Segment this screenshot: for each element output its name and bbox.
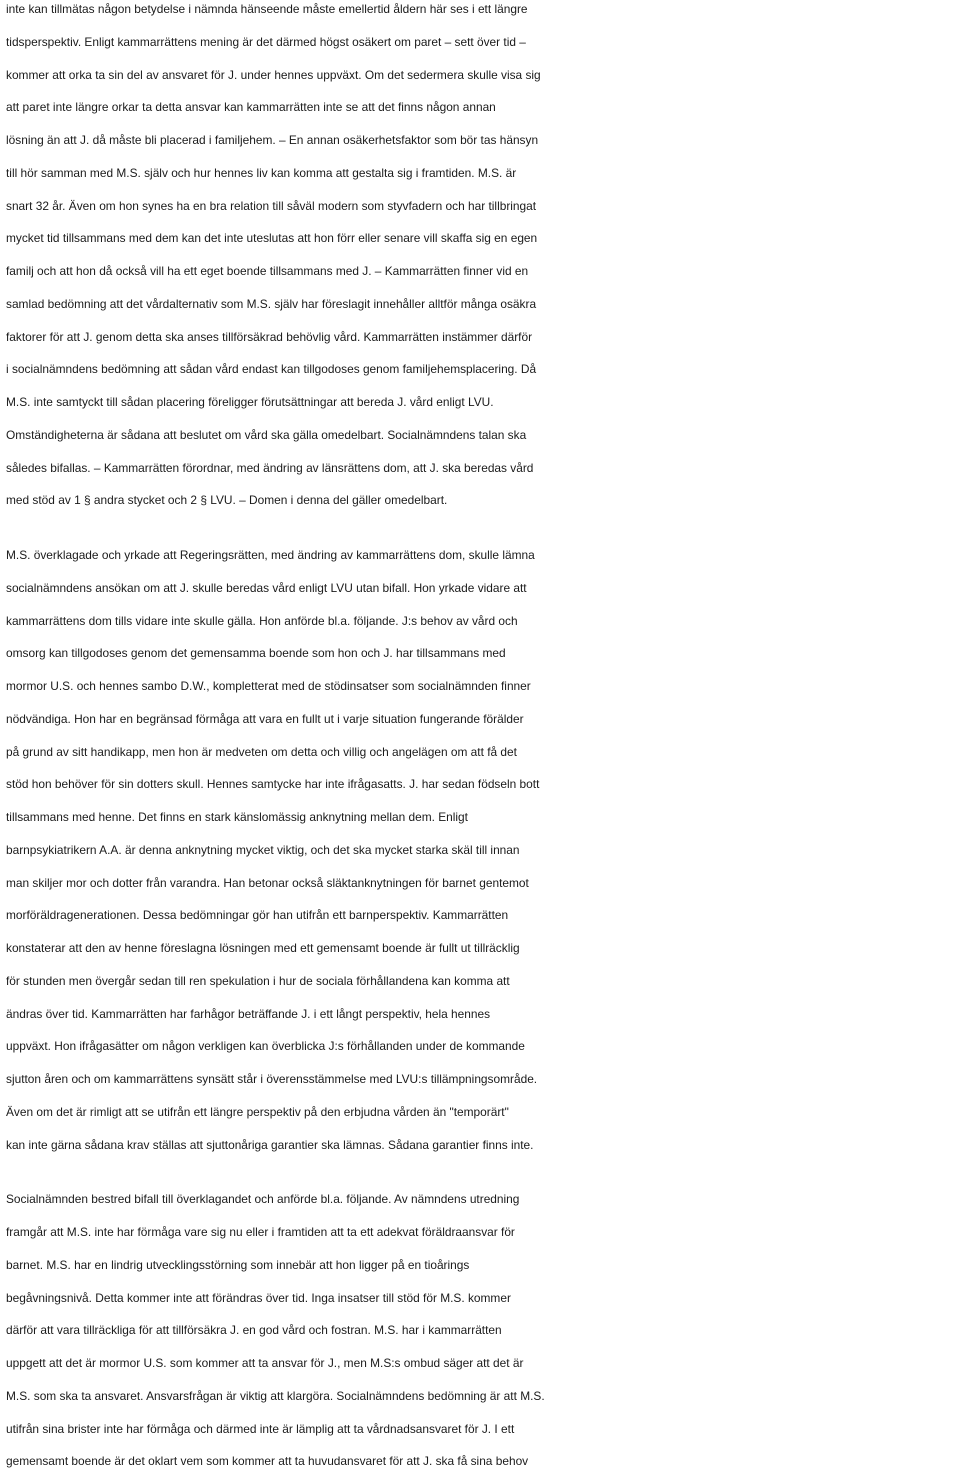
text-line: ändras över tid. Kammarrätten har farhågor beträffande J. i ett långt perspektiv, hela hennes <box>6 1006 491 1021</box>
text-line: för stunden men övergår sedan till ren spekulation i hur de sociala förhållandena kan komma att <box>6 973 510 988</box>
text-line: lösning än att J. då måste bli placerad i familjehem. – En annan osäkerhetsfaktor som bör tas hänsyn <box>6 133 539 147</box>
text-line: Socialnämnden bestred bifall till överklagandet och anförde bl.a. följande. Av nämndens utredning <box>6 1192 520 1207</box>
paragraph <box>6 539 958 1161</box>
paragraph <box>6 0 958 517</box>
text-line: familj och att hon då också vill ha ett eget boende tillsammans med J. – Kammarrätten finner vid en <box>6 264 529 278</box>
text-line: M.S. som ska ta ansvaret. Ansvarsfrågan är viktig att klargöra. Socialnämndens bedömning är att M.S. <box>6 1388 545 1403</box>
text-line: socialnämndens ansökan om att J. skulle beredas vård enligt LVU utan bifall. Hon yrkade vidare att <box>6 580 527 595</box>
text-line: i socialnämndens bedömning att sådan vård endast kan tillgodoses genom familjehemsplacering. Då <box>6 362 537 377</box>
text-line: stöd hon behöver för sin dotters skull. Hennes samtycke har inte ifrågasatts. J. har sedan födseln bott <box>6 777 540 792</box>
text-line: faktorer för att J. genom detta ska anses tillförsäkrad behövlig vård. Kammarrätten instämmer därför <box>6 329 533 344</box>
text-line: inte kan tillmätas någon betydelse i nämnda hänseende måste emellertid åldern här ses i ett längre <box>6 2 528 16</box>
text-line: barnpsykiatrikern A.A. är denna anknytning mycket viktig, och det ska mycket starka skäl till innan <box>6 842 520 857</box>
text-line: på grund av sitt handikapp, men hon är medveten om detta och villig och angelägen om att få det <box>6 744 517 759</box>
text-line: kammarrättens dom tills vidare inte skulle gälla. Hon anförde bl.a. följande. J:s behov av vård och <box>6 613 518 628</box>
text-line: M.S. inte samtyckt till sådan placering föreligger förutsättningar att bereda J. vård enligt LVU. <box>6 395 494 409</box>
text-line: uppväxt. Hon ifrågasätter om någon verkligen kan överblicka J:s förhållanden under de kommande <box>6 1039 525 1054</box>
text-line: kommer att orka ta sin del av ansvaret för J. under hennes uppväxt. Om det sedermera skulle visa sig <box>6 67 541 82</box>
text-line: M.S. överklagade och yrkade att Regeringsrätten, med ändring av kammarrättens dom, skulle lämna <box>6 548 535 562</box>
text-line: därför att vara tillräckliga för att tillförsäkra J. en god vård och fostran. M.S. har i kammarrätten <box>6 1323 502 1338</box>
text-line: konstaterar att den av henne föreslagna lösningen med ett gemensamt boende är fullt ut tillräcklig <box>6 941 520 955</box>
text-line: gemensamt boende är det oklart vem som kommer att ta huvudansvaret för att J. ska få sina behov <box>6 1454 529 1469</box>
text-line: barnet. M.S. har en lindrig utvecklingsstörning som innebär att hon ligger på en tioårings <box>6 1257 470 1272</box>
text-line: nödvändiga. Hon har en begränsad förmåga att vara en fullt ut i varje situation fungerande förälder <box>6 711 524 726</box>
text-line: kan inte gärna sådana krav ställas att sjuttonåriga garantier ska lämnas. Sådana garantier finns inte. <box>6 1137 534 1152</box>
text-line: Även om det är rimligt att se utifrån ett längre perspektiv på den erbjudna vården än "temporärt" <box>6 1104 509 1119</box>
text-line: sjutton åren och om kammarrättens synsätt står i överensstämmelse med LVU:s tillämpningsområde. <box>6 1072 538 1086</box>
paragraph <box>6 1183 958 1478</box>
text-line: utifrån sina brister inte har förmåga och därmed inte är lämplig att ta vårdnadsansvaret för J. I ett <box>6 1421 515 1436</box>
text-line: med stöd av 1 § andra stycket och 2 § LVU. – Domen i denna del gäller omedelbart. <box>6 493 448 508</box>
text-line: samlad bedömning att det vårdalternativ som M.S. själv har föreslagit innehåller alltför många osäkra <box>6 296 537 311</box>
text-line: tidsperspektiv. Enligt kammarrättens mening är det därmed högst osäkert om paret – sett över tid – <box>6 34 526 49</box>
text-line: således bifallas. – Kammarrätten förordnar, med ändring av länsrättens dom, att J. ska beredas vård <box>6 460 534 475</box>
text-line: mormor U.S. och hennes sambo D.W., kompletterat med de stödinsatser som socialnämnden finner <box>6 679 531 693</box>
text-line: begåvningsnivå. Detta kommer inte att förändras över tid. Inga insatser till stöd för M.S. kommer <box>6 1290 511 1305</box>
text-line: mycket tid tillsammans med dem kan det inte uteslutas att hon förr eller senare vill skaffa sig en egen <box>6 231 538 246</box>
text-line: Omständigheterna är sådana att beslutet om vård ska gälla omedelbart. Socialnämndens talan ska <box>6 427 527 442</box>
text-line: att paret inte längre orkar ta detta ansvar kan kammarrätten inte se att det finns någon annan <box>6 100 496 115</box>
text-line: man skiljer mor och dotter från varandra. Han betonar också släktanknytningen för barnet gentemot <box>6 875 529 890</box>
text-line: snart 32 år. Även om hon synes ha en bra relation till såväl modern som styvfadern och har tillbringat <box>6 198 537 213</box>
text-line: framgår att M.S. inte har förmåga vare sig nu eller i framtiden att ta ett adekvat föräldraansvar för <box>6 1225 515 1239</box>
document-body <box>6 0 958 1478</box>
text-line: uppgett att det är mormor U.S. som kommer att ta ansvar för J., men M.S:s ombud säger att det är <box>6 1356 524 1370</box>
text-line: omsorg kan tillgodoses genom det gemensamma boende som hon och J. har tillsammans med <box>6 646 506 661</box>
text-line: till hör samman med M.S. själv och hur hennes liv kan komma att gestalta sig i framtiden. M.S. är <box>6 165 517 180</box>
text-line: tillsammans med henne. Det finns en stark känslomässig anknytning mellan dem. Enligt <box>6 810 468 824</box>
text-line: morföräldragenerationen. Dessa bedömningar gör han utifrån ett barnperspektiv. Kammarrätten <box>6 908 509 923</box>
